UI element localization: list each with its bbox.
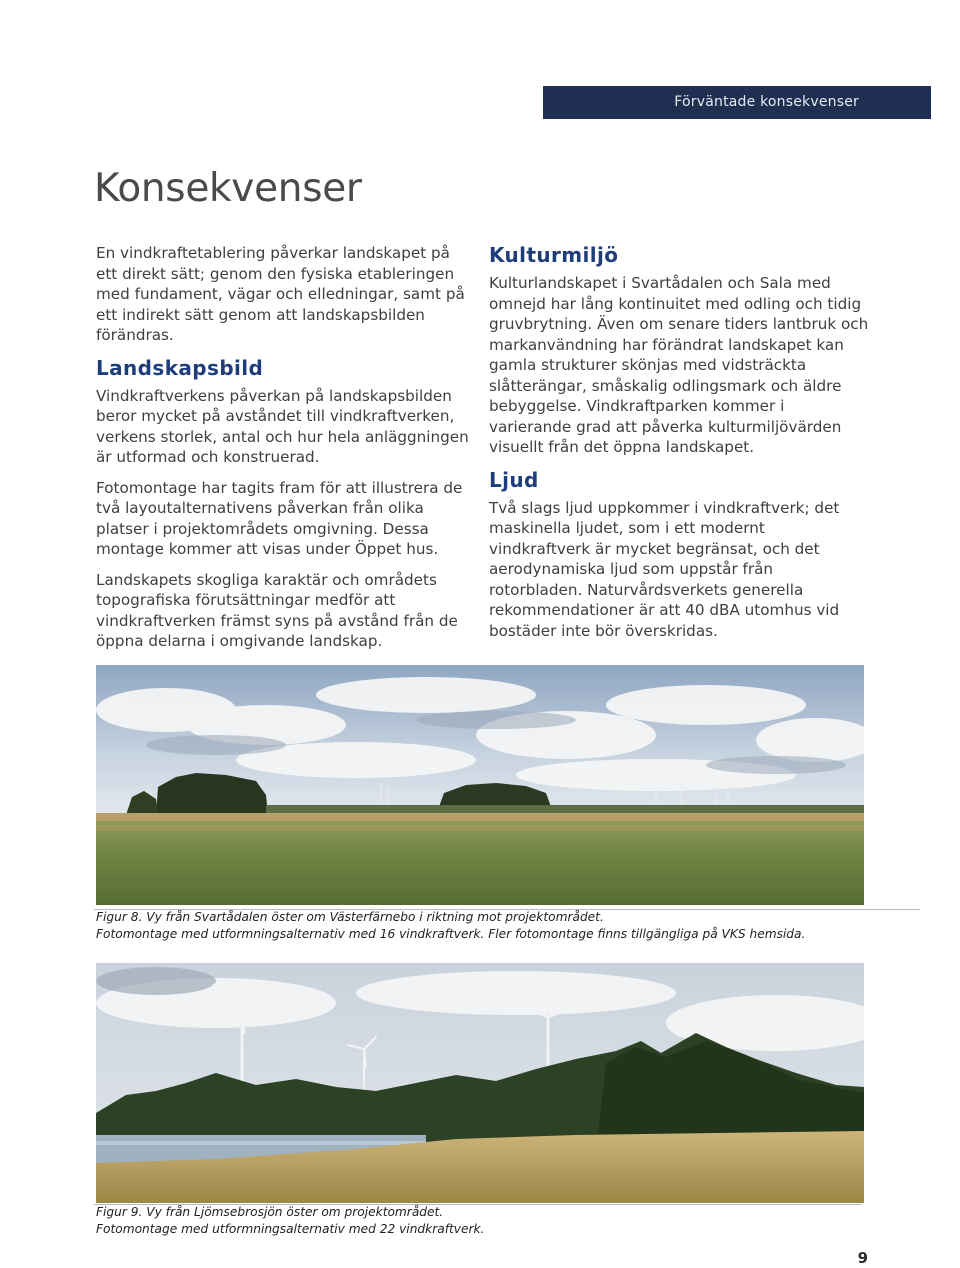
figure-8-caption-line-2: Fotomontage med utformningsalternativ med 16 vindkraftverk. Fler fotomontage finns tillgängliga på VKS hemsida. bbox=[96, 926, 806, 941]
right-column bbox=[489, 243, 869, 651]
kulturmiljo-heading: Kulturmiljö bbox=[489, 243, 619, 267]
figure-9-photo bbox=[96, 963, 864, 1203]
landskapsbild-paragraph-3: Landskapets skogliga karaktär och områdets topografiska förutsättningar medför att vindkraftverken främst syns på avstånd från de öppna delarna i omgivande landskap. bbox=[96, 570, 458, 650]
section-label: Förväntade konsekvenser bbox=[674, 94, 859, 110]
figure-9-caption-line-1: Figur 9. Vy från Ljömsebrosjön öster om projektområdet. bbox=[96, 1205, 444, 1219]
kulturmiljo-paragraph: Kulturlandskapet i Svartådalen och Sala med omnejd har lång kontinuitet med odling och tidig gruvbrytning. Även om senare tiders lantbruk och markanvändning har förändrat landskapet kan gamla strukturer skönjas med vidsträckta slåtterängar, småskalig odlingsmark och äldre bebyggelse. Vindkraftparken kommer i varierande grad att påverka kulturmiljövärden visuellt från det öppna landskapet. bbox=[489, 274, 869, 456]
landskapsbild-paragraph-1: Vindkraftverkens påverkan på landskapsbilden beror mycket på avståndet till vindkraftverken, verkens storlek, antal och hur hela anläggningen är utformad och konstruerad. bbox=[96, 386, 469, 466]
page-number: 9 bbox=[857, 1249, 868, 1267]
ljud-heading: Ljud bbox=[489, 467, 539, 492]
ljud-paragraph: Två slags ljud uppkommer i vindkraftverk; det maskinella ljudet, som i ett modernt vindkraftverk är mycket begränsat, och det aerodynamiska ljud som uppstår från rotorbladen. Naturvårdsverkets generella rekommendationer är att 40 dBA utomhus vid bostäder inte bör överskridas. bbox=[489, 498, 840, 640]
section-header-band bbox=[543, 86, 931, 119]
landskapsbild-paragraph-2: Fotomontage har tagits fram för att illustrera de två layoutalternativens påverkan från olika platser i projektområdets omgivning. Dessa montage kommer att visas under Öppet hus. bbox=[96, 478, 463, 558]
figure-9-caption bbox=[96, 1204, 856, 1237]
left-column bbox=[96, 243, 474, 662]
figure-9-caption-line-2: Fotomontage med utformningsalternativ med 22 vindkraftverk. bbox=[96, 1221, 485, 1236]
landskapsbild-heading: Landskapsbild bbox=[96, 355, 264, 380]
figure-8-caption-line-1: Figur 8. Vy från Svartådalen öster om Västerfärnebo i riktning mot projektområdet. bbox=[96, 910, 604, 924]
figure-8-photo bbox=[96, 665, 864, 905]
figure-8-caption bbox=[96, 909, 856, 942]
page-title: Konsekvenser bbox=[94, 166, 362, 211]
intro-paragraph: En vindkraftetablering påverkar landskapet på ett direkt sätt; genom den fysiska etableringen med fundament, vägar och elledningar, samt på ett indirekt sätt genom att landskapsbilden förändras. bbox=[96, 244, 465, 344]
